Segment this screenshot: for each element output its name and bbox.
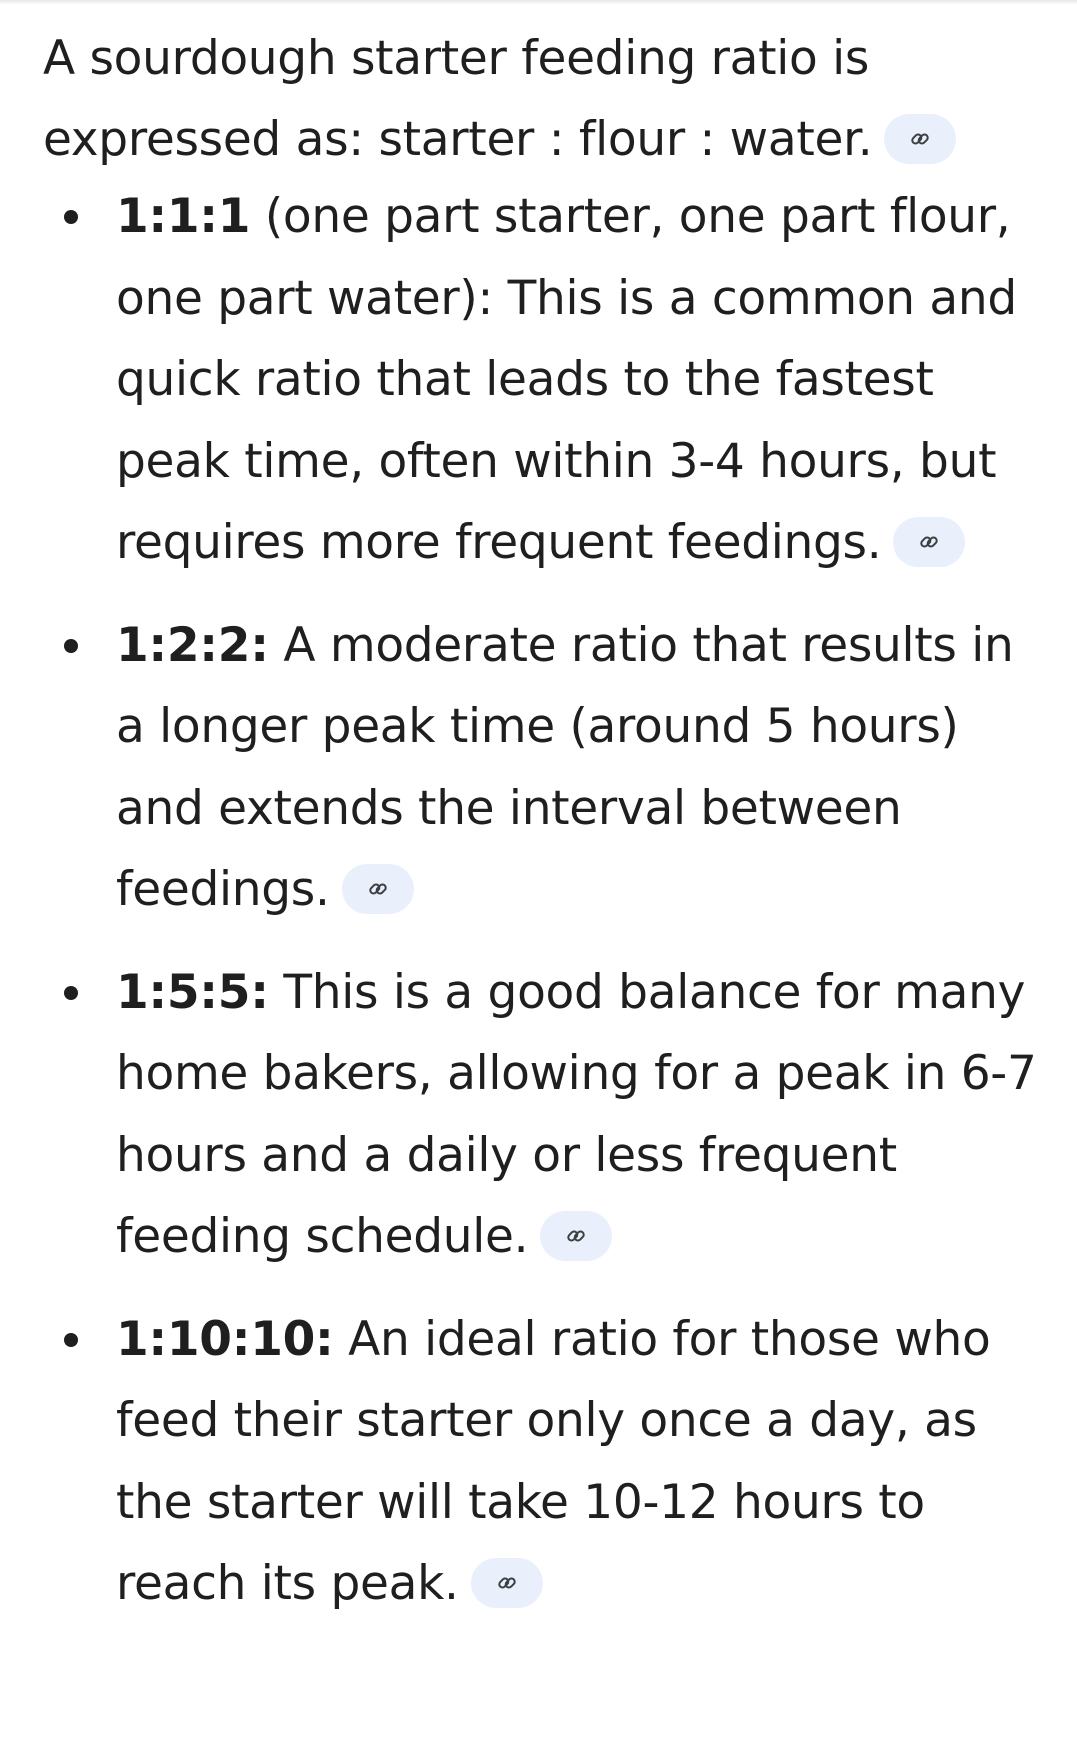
ratio-term: 1:10:10:	[116, 1311, 334, 1367]
link-icon	[367, 878, 389, 900]
link-icon	[565, 1225, 587, 1247]
list-item	[43, 605, 1053, 931]
ratio-description: This is a good balance for many home bakers, allowing for a peak in 6-7 hours and a daily or less frequent feeding schedule.	[116, 964, 1037, 1264]
list-item	[43, 952, 1053, 1278]
link-icon	[496, 1572, 518, 1594]
source-link-chip[interactable]	[540, 1211, 612, 1261]
source-link-chip[interactable]	[342, 864, 414, 914]
source-link-chip[interactable]	[893, 517, 965, 567]
ratio-description: A moderate ratio that results in a longer peak time (around 5 hours) and extends the interval between feedings.	[116, 617, 1014, 917]
response-body	[43, 18, 1053, 1646]
bullet-dot	[64, 986, 78, 1000]
ratio-description: (one part starter, one part flour, one part water): This is a common and quick ratio that leads to the fastest peak time, often within 3-4 hours, but requires more frequent feedings.	[116, 189, 1017, 570]
link-icon	[918, 531, 940, 553]
source-link-chip[interactable]	[471, 1558, 543, 1608]
ratio-list	[43, 176, 1053, 1625]
list-item	[43, 176, 1053, 584]
link-icon	[909, 128, 931, 150]
ratio-term: 1:1:1	[116, 189, 251, 244]
bullet-dot	[64, 210, 78, 224]
bullet-dot	[64, 1333, 78, 1347]
bullet-dot	[64, 639, 78, 653]
top-divider	[0, 0, 1077, 5]
ratio-description: An ideal ratio for those who feed their starter only once a day, as the starter will take 10-12 hours to reach its peak.	[116, 1311, 991, 1611]
intro-paragraph	[43, 18, 1053, 180]
list-item	[43, 1299, 1053, 1625]
ratio-term: 1:2:2:	[116, 617, 269, 673]
intro-text: A sourdough starter feeding ratio is expressed as: starter : flour : water.	[43, 31, 873, 167]
ratio-term: 1:5:5:	[116, 964, 269, 1020]
source-link-chip[interactable]	[884, 114, 956, 164]
